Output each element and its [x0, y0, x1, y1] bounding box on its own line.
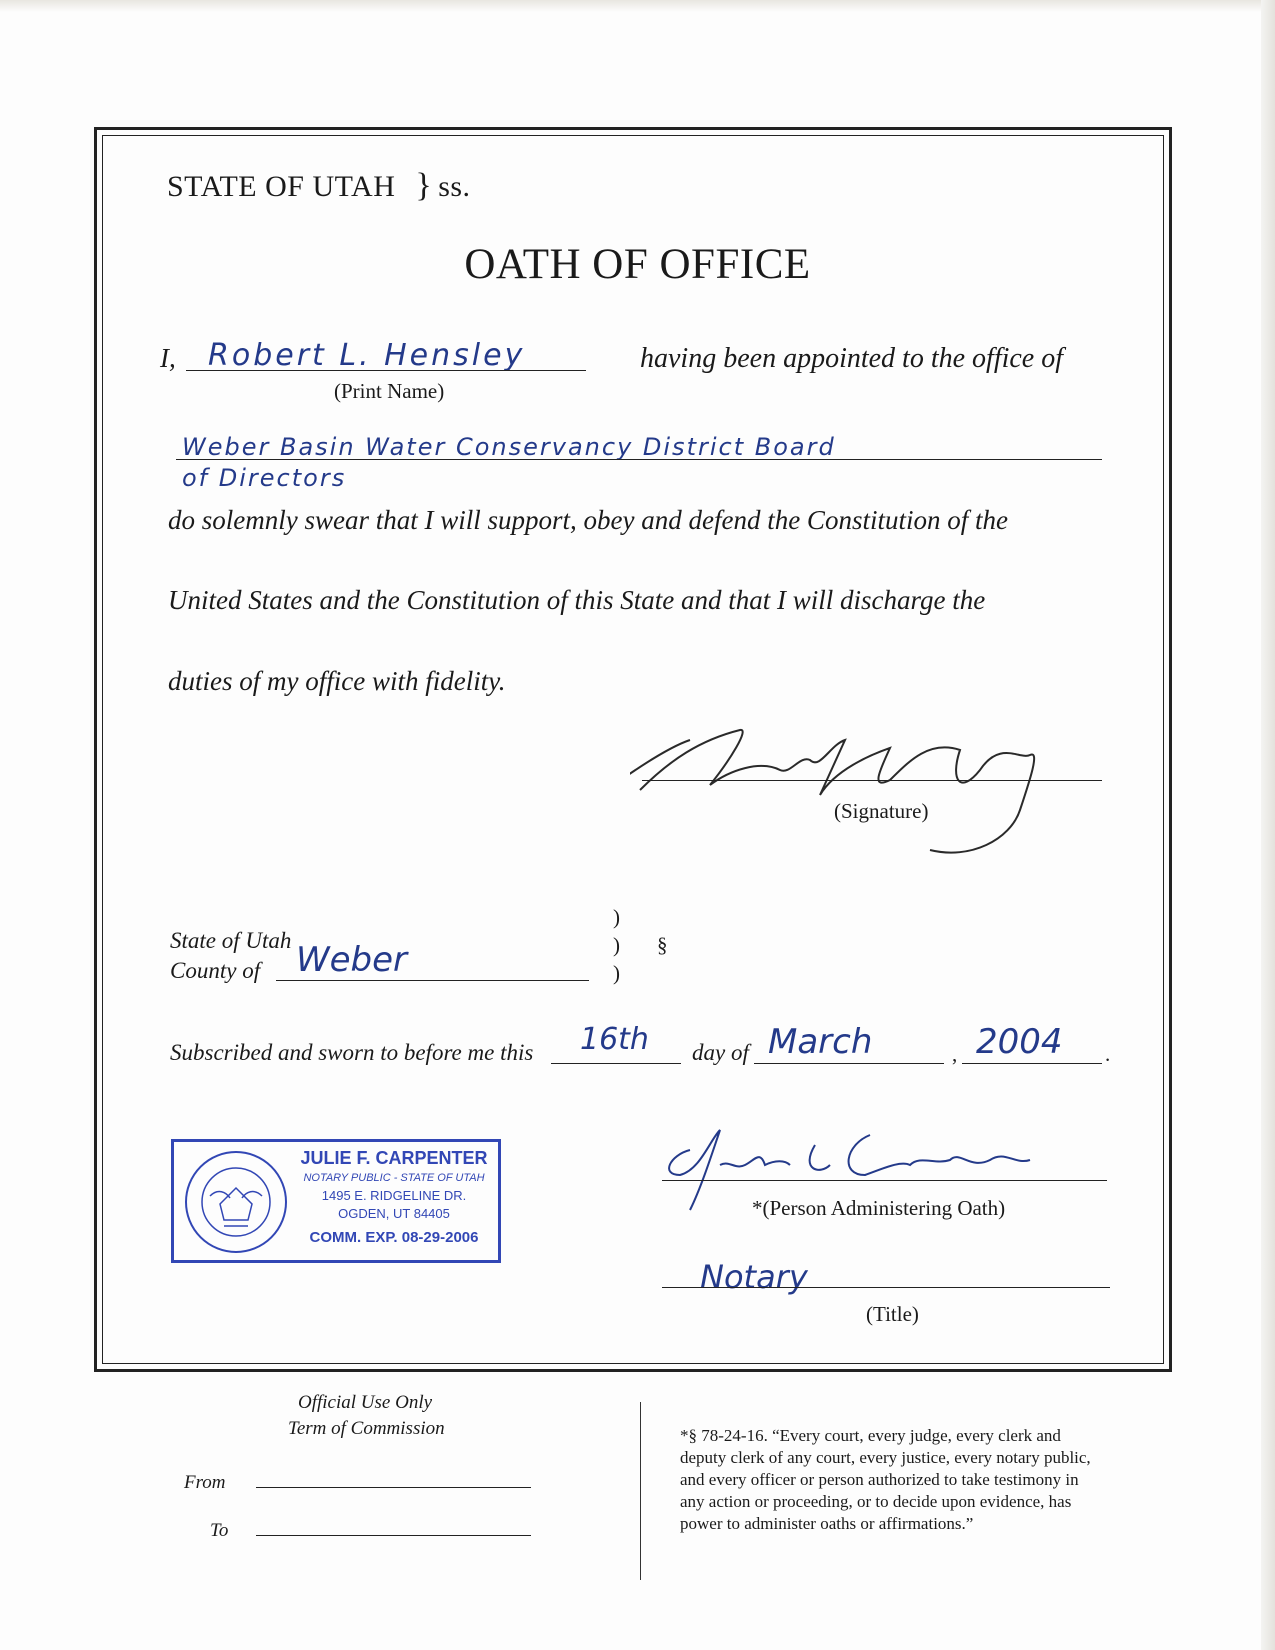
day-of-label: day of [692, 1040, 749, 1065]
year-line [962, 1063, 1102, 1064]
term-label: Term of Commission [288, 1418, 445, 1439]
statute-line5: power to administer oaths or affirmations.” [680, 1514, 974, 1533]
title-value: Notary [700, 1258, 808, 1296]
from-line [256, 1487, 531, 1488]
oath-signature [630, 700, 1090, 870]
subscribed-label: Subscribed and sworn to before me this [170, 1040, 534, 1065]
venue-line [167, 167, 471, 205]
period: . [1105, 1042, 1111, 1066]
county-line [276, 980, 589, 981]
venue-brace: } [415, 167, 433, 204]
venue-state: STATE OF UTAH [167, 170, 396, 203]
paren-2: ) [613, 933, 620, 957]
stamp-address2: OGDEN, UT 84405 [338, 1206, 450, 1221]
notary-state-label: State of Utah [170, 928, 292, 953]
state-seal-icon [180, 1148, 292, 1256]
oath-prefix: I, [160, 343, 176, 373]
official-use-label: Official Use Only [298, 1392, 433, 1413]
office-handwritten-line1: Weber Basin Water Conservancy District Board [182, 433, 836, 461]
paren-3: ) [613, 961, 620, 985]
print-name-line [186, 370, 586, 371]
office-line [176, 459, 1102, 460]
statute-line4: any action or proceeding, or to decide upon evidence, has [680, 1492, 1072, 1511]
document-title: OATH OF OFFICE [464, 241, 811, 288]
month-line [754, 1063, 944, 1064]
stamp-role: NOTARY PUBLIC - STATE OF UTAH [303, 1172, 485, 1184]
stamp-address1: 1495 E. RIDGELINE DR. [321, 1188, 467, 1203]
office-handwritten-line2: of Directors [182, 464, 347, 492]
notary-county-label: County of [170, 958, 261, 983]
signature-line [642, 780, 1102, 781]
statute-line1: *§ 78-24-16. “Every court, every judge, every clerk and [680, 1426, 1061, 1445]
scan-edge-top [0, 0, 1275, 12]
footer-divider [640, 1402, 641, 1580]
notary-county-value: Weber [296, 940, 408, 980]
day-line [551, 1063, 681, 1064]
notary-stamp [171, 1139, 501, 1263]
stamp-name: JULIE F. CARPENTER [300, 1148, 488, 1168]
oath-paragraph-line3: duties of my office with fidelity. [168, 666, 506, 696]
paren-1: ) [613, 905, 620, 929]
title-line [662, 1287, 1110, 1288]
comma: , [952, 1042, 958, 1066]
title-caption: (Title) [866, 1302, 919, 1326]
day-value: 16th [580, 1022, 649, 1057]
from-label: From [184, 1472, 226, 1493]
oath-paragraph-line2: United States and the Constitution of this State and that I will discharge the [168, 585, 986, 615]
year-value: 2004 [976, 1022, 1063, 1062]
statute-block [680, 1425, 1091, 1535]
to-line [256, 1535, 531, 1536]
to-label: To [210, 1520, 229, 1541]
statute-line3: and every officer or person authorized to take testimony in [680, 1470, 1079, 1489]
appointed-text: having been appointed to the office of [640, 343, 1064, 374]
oath-paragraph-line1: do solemnly swear that I will support, obey and defend the Constitution of the [168, 505, 1008, 535]
month-value: March [768, 1022, 873, 1062]
administrator-line [662, 1180, 1107, 1181]
signature-caption: (Signature) [834, 799, 929, 823]
venue-ss: ss. [438, 170, 471, 203]
stamp-comm-exp: COMM. EXP. 08-29-2006 [309, 1229, 479, 1246]
administrator-caption: *(Person Administering Oath) [752, 1196, 1006, 1220]
printed-name-handwritten: Robert L. Hensley [208, 338, 526, 373]
statute-line2: deputy clerk of any court, every justice, every notary public, [680, 1448, 1091, 1467]
print-name-caption: (Print Name) [334, 379, 445, 403]
section-symbol: § [657, 933, 668, 957]
